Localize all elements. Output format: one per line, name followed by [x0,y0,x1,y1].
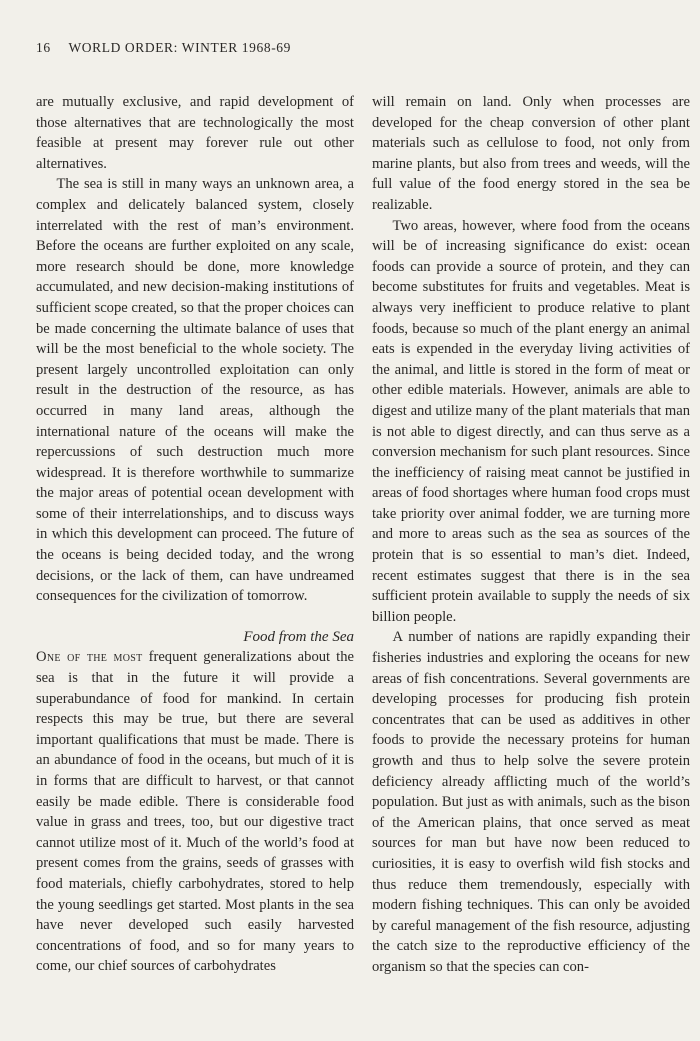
paragraph: Two areas, however, where food from the oceans will be of increasing significance do exist: ocean foods can provide a source of protein, and they can become substitutes for fruits and vegetables. Meat is always very inefficient to produce relative to plant foods, because so much of the plant energy an animal eats is expended in the everyday living activities of the animal, and little is stored in the form of meat or other edible materials. However, animals are able to digest and utilize many of the plant materials that man is not able to digest directly, and can thus serve as a conversion mechanism for such plant resources. Since the inefficiency of raising meat cannot be justified in areas of food shortages where human food crops must take priority over animal fodder, we are turning more and more to areas such as the sea as sources of the protein that is so essential to man’s diet. Indeed, recent estimates suggest that there is in the sea sufficient protein available to supply the needs of six billion people. [372,217,690,625]
paragraph-text: frequent generalizations about the sea is that in the future it will provide a superabundance of food for mankind. In certain respects this may be true, but there are several important qualifications that must be made. There is an abundance of food in the oceans, but much of it is in forms that are difficult to harvest, or that cannot easily be made edible. There is considerable food value in grass and trees, too, but our digestive tract cannot utilize most of it. Much of the world’s food at present comes from the grains, seeds of grasses with food materials, chiefly carbohydrates, stored to help the young seedlings get started. Most plants in the sea have never developed such easily harvested concentrations of food, and so for many years to come, our chief sources of carbohydrates [36,649,354,975]
section-heading: Food from the Sea [243,628,354,645]
paragraph [36,647,354,977]
paragraph: A number of nations are rapidly expanding their fisheries industries and exploring the oceans for new areas of fish concentrations. Several governments are developing processes for producing fish protein concentrates that can be used as additives in other foods to provide the necessary proteins for human growth and thus to help solve the severe protein deficiency already afflicting much of the world’s population. But just as with animals, such as the bison of the American plains, that once served as meat sources for man but have now been reduced to curiosities, it is easy to overfish wild fish stocks and thus reduce them tremendously, especially with modern fishing techniques. This can only be avoided by careful management of the fish resource, adjusting the catch size to the reproductive efficiency of the organism so that the species can con- [372,629,690,975]
paragraph: are mutually exclusive, and rapid development of those alternatives that are technologically the most feasible at present may forever rule out other alternatives. [36,94,354,172]
lead-in-small-caps: One of the most [36,649,143,666]
running-title: WORLD ORDER: WINTER 1968-69 [68,40,291,55]
running-header [36,40,291,56]
left-column [36,92,354,977]
paragraph: The sea is still in many ways an unknown area, a complex and delicately balanced system, closely interrelated with the rest of man’s environment. Before the oceans are further exploited on any scale, more research should be done, more knowledge accumulated, and new decision-making institutions of sufficient scope created, so that the proper choices can be made concerning the ultimate balance of uses that will be the most beneficial to the whole society. The present largely uncontrolled exploitation can only result in the destruction of the resource, as has occurred in many land areas, although the international nature of the oceans will make the repercussions of such destruction much more widespread. It is therefore worthwhile to summarize the major areas of potential ocean development with some of their interrelationships, and to discuss ways in which this development can proceed. The future of the oceans is being decided today, and the wrong decisions, or the lack of them, can have undreamed consequences for the civilization of tomorrow. [36,176,354,605]
page-number: 16 [36,40,51,55]
paragraph: will remain on land. Only when processes are developed for the cheap conversion of other plant materials such as cellulose to food, not only from marine plants, but also from trees and weeds, will the full value of the food energy stored in the sea be realizable. [372,94,690,213]
right-column [372,92,690,978]
